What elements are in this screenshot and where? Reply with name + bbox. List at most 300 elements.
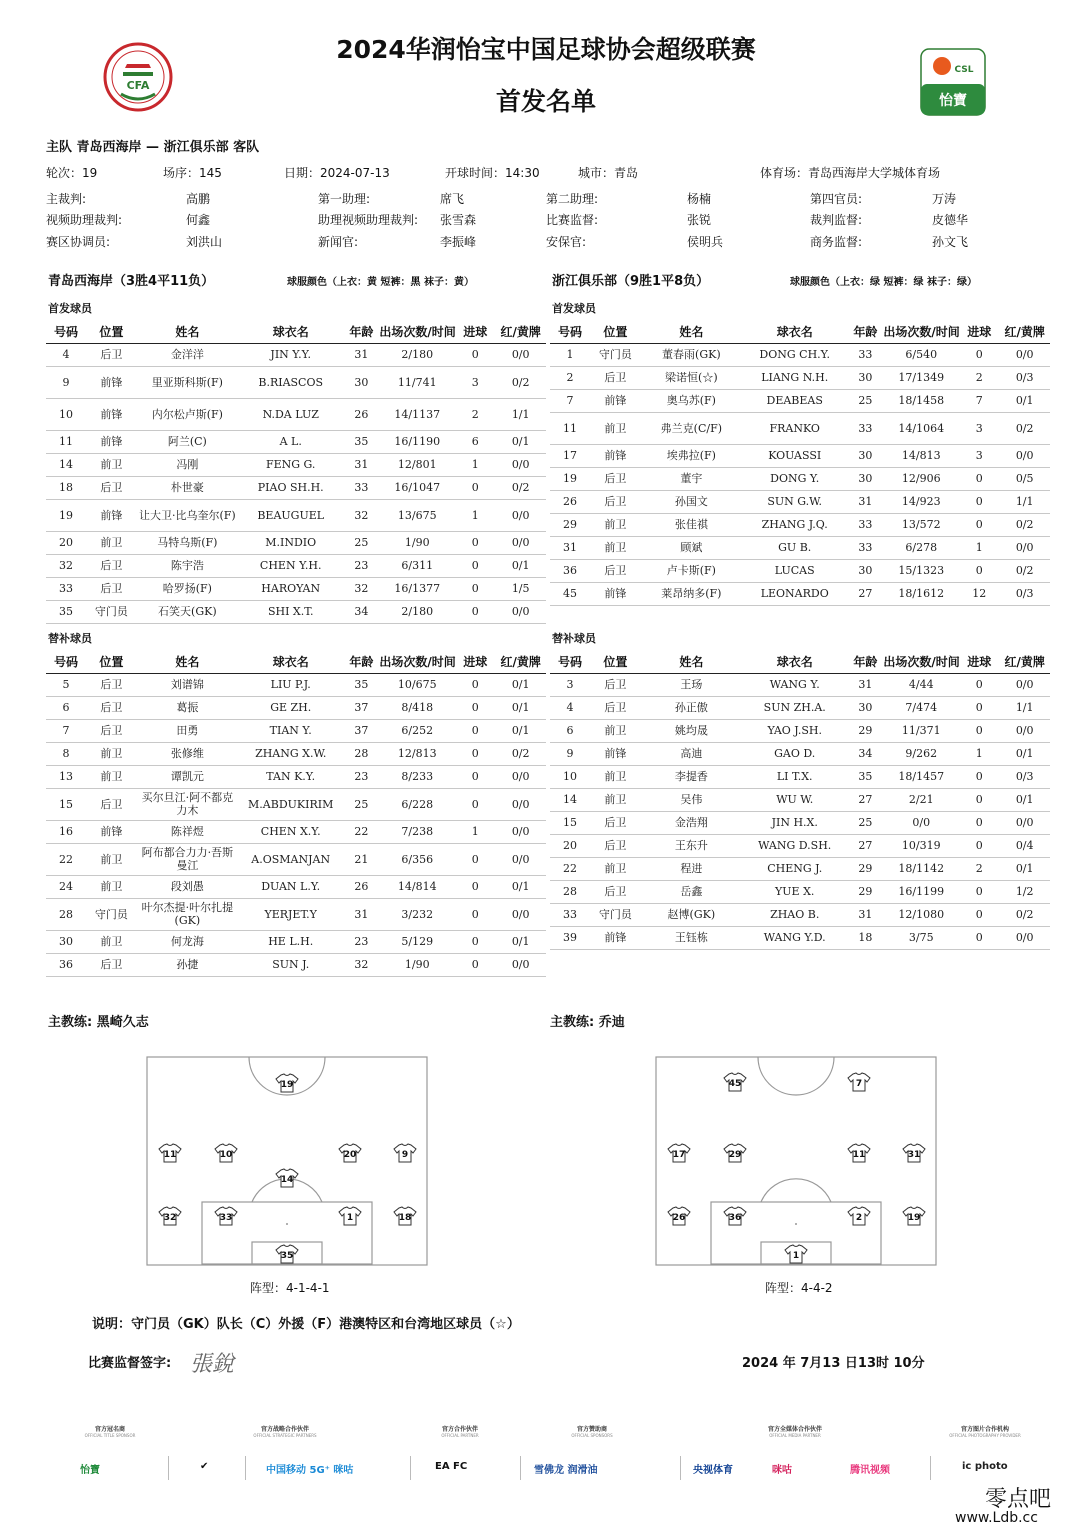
column-header: 红/黄牌: [999, 321, 1050, 343]
player-cell: 董春雨(GK): [641, 343, 742, 366]
player-cell: 6/540: [883, 343, 959, 366]
column-header: 出场次数/时间: [379, 321, 455, 343]
sponsor-category-zh: 官方赞助商: [576, 1426, 607, 1433]
player-cell: 0: [455, 765, 495, 788]
info-cell: 赛区协调员:: [46, 235, 111, 249]
sponsor-category-zh: 官方冠名商: [94, 1426, 125, 1433]
player-cell: 15: [46, 788, 86, 820]
player-cell: 13/675: [379, 499, 455, 531]
player-cell: 谭凯元: [137, 765, 238, 788]
player-cell: 让大卫·比乌奎尔(F): [137, 499, 238, 531]
player-cell: 0: [959, 343, 999, 366]
player-cell: 姚均晟: [641, 719, 742, 742]
player-cell: 30: [343, 366, 379, 398]
player-row: [46, 531, 546, 554]
info-cell: 席飞: [440, 192, 465, 206]
player-cell: 前锋: [590, 389, 641, 412]
player-cell: 27: [847, 834, 883, 857]
player-cell: 35: [847, 765, 883, 788]
player-cell: 0: [959, 490, 999, 513]
info-cell: 轮次：19: [46, 166, 98, 180]
info-cell: 皮德华: [932, 213, 969, 227]
column-header: 进球: [455, 321, 495, 343]
player-cell: 28: [343, 742, 379, 765]
match-line: 主队 青岛西海岸 — 浙江俱乐部 客队: [46, 140, 260, 155]
player-cell: 6/311: [379, 554, 455, 577]
player-cell: B.RIASCOS: [238, 366, 343, 398]
player-cell: 33: [847, 513, 883, 536]
player-row: [46, 719, 546, 742]
player-cell: 1: [959, 742, 999, 765]
player-cell: 18: [46, 476, 86, 499]
player-cell: 0: [455, 843, 495, 875]
player-cell: 31: [550, 536, 590, 559]
player-cell: A L.: [238, 430, 343, 453]
player-cell: 6/228: [379, 788, 455, 820]
column-header: 姓名: [137, 321, 238, 343]
player-cell: 7/474: [883, 696, 959, 719]
player-cell: 1: [455, 499, 495, 531]
player-cell: 0: [959, 926, 999, 949]
player-cell: 23: [343, 554, 379, 577]
jersey-number: 17: [672, 1150, 686, 1160]
player-cell: 0/0: [883, 811, 959, 834]
player-row: [46, 875, 546, 898]
info-cell: 第一助理:: [318, 192, 371, 206]
sponsor-category-en: OFFICIAL PHOTOGRAPHY PROVIDER: [949, 1433, 1021, 1438]
player-row: [550, 834, 1050, 857]
column-header: 出场次数/时间: [883, 321, 959, 343]
player-row: [550, 926, 1050, 949]
player-cell: 前卫: [590, 536, 641, 559]
player-cell: 8/233: [379, 765, 455, 788]
player-cell: 20: [46, 531, 86, 554]
player-cell: 6: [550, 719, 590, 742]
player-cell: 30: [46, 930, 86, 953]
player-cell: 孙正傲: [641, 696, 742, 719]
home-starters-table: [46, 321, 546, 624]
player-row: [46, 765, 546, 788]
sponsor-category: [542, 1424, 642, 1438]
jersey-icon: [668, 1144, 690, 1162]
player-cell: 0: [455, 554, 495, 577]
player-row: [46, 430, 546, 453]
player-cell: 37: [343, 719, 379, 742]
player-cell: 0/1: [495, 430, 546, 453]
player-cell: 2/180: [379, 343, 455, 366]
player-cell: 1: [455, 453, 495, 476]
player-cell: 0: [455, 875, 495, 898]
sponsor-logo: 雪佛龙 润滑油: [534, 1465, 598, 1476]
away-team-name: 浙江俱乐部（9胜1平8负）: [552, 274, 710, 289]
player-cell: 前卫: [590, 412, 641, 444]
column-header: 红/黄牌: [495, 651, 546, 673]
player-cell: 莱昂纳多(F): [641, 582, 742, 605]
player-cell: 0/1: [495, 719, 546, 742]
player-cell: 33: [343, 476, 379, 499]
player-cell: 28: [550, 880, 590, 903]
player-cell: 23: [343, 765, 379, 788]
player-cell: 19: [550, 467, 590, 490]
player-cell: HAROYAN: [238, 577, 343, 600]
sponsor-divider: [520, 1456, 521, 1480]
player-cell: 27: [847, 788, 883, 811]
supervisor-signature: 張銳: [190, 1352, 235, 1377]
info-cell: 日期：2024-07-13: [284, 166, 390, 180]
player-cell: 0/1: [999, 857, 1050, 880]
player-cell: 前卫: [590, 513, 641, 536]
player-cell: 12: [959, 582, 999, 605]
info-cell: 商务监督:: [810, 235, 863, 249]
column-header: 号码: [46, 651, 86, 673]
player-row: [550, 903, 1050, 926]
player-cell: 高迪: [641, 742, 742, 765]
jersey-icon: [394, 1207, 416, 1225]
jersey-icon: [276, 1169, 298, 1187]
player-row: [550, 559, 1050, 582]
player-cell: 22: [550, 857, 590, 880]
player-cell: 37: [343, 696, 379, 719]
player-cell: 0/2: [495, 476, 546, 499]
player-cell: 0: [455, 696, 495, 719]
player-cell: M.INDIO: [238, 531, 343, 554]
player-cell: 0/3: [999, 582, 1050, 605]
player-cell: 3/75: [883, 926, 959, 949]
player-cell: 前锋: [590, 444, 641, 467]
player-cell: ZHANG J.Q.: [742, 513, 847, 536]
column-header: 进球: [959, 321, 999, 343]
player-cell: 31: [343, 453, 379, 476]
player-row: [46, 398, 546, 430]
jersey-icon: [903, 1207, 925, 1225]
away-kit-colors: 球服颜色（上衣：绿 短裤：绿 袜子：绿）: [790, 277, 977, 288]
player-cell: 前卫: [86, 453, 137, 476]
player-cell: 0: [959, 765, 999, 788]
player-cell: 0: [455, 343, 495, 366]
player-cell: 后卫: [86, 673, 137, 696]
player-cell: 冯刚: [137, 453, 238, 476]
league-title: 2024华润怡宝中国足球协会超级联赛: [336, 35, 756, 64]
signature-label: 比赛监督签字:: [88, 1356, 172, 1371]
player-cell: 4: [550, 696, 590, 719]
player-cell: 7: [550, 389, 590, 412]
sponsor-category-en: OFFICIAL MEDIA PARTNER: [769, 1433, 821, 1438]
sponsor-logo: 央视体育: [693, 1465, 733, 1476]
player-cell: 34: [343, 600, 379, 623]
player-cell: 0: [455, 531, 495, 554]
jersey-number: 26: [672, 1213, 686, 1223]
player-cell: 26: [550, 490, 590, 513]
sponsor-logo: 腾讯视频: [850, 1465, 890, 1476]
player-row: [550, 788, 1050, 811]
player-cell: 13/572: [883, 513, 959, 536]
player-cell: 0/0: [495, 765, 546, 788]
away-formation-pitch: [655, 1056, 937, 1266]
player-cell: 守门员: [590, 903, 641, 926]
player-cell: 3: [455, 366, 495, 398]
player-row: [550, 389, 1050, 412]
player-cell: 34: [847, 742, 883, 765]
player-cell: PIAO SH.H.: [238, 476, 343, 499]
player-cell: 26: [343, 875, 379, 898]
svg-text:CFA: CFA: [126, 79, 150, 92]
player-cell: 前锋: [86, 366, 137, 398]
player-row: [550, 582, 1050, 605]
player-cell: 16/1190: [379, 430, 455, 453]
player-cell: 33: [847, 536, 883, 559]
player-cell: 0/0: [495, 820, 546, 843]
player-row: [550, 490, 1050, 513]
player-cell: 36: [550, 559, 590, 582]
player-cell: 12/906: [883, 467, 959, 490]
player-cell: 1/1: [495, 398, 546, 430]
player-cell: 后卫: [590, 673, 641, 696]
sponsor-category: [935, 1424, 1035, 1438]
player-cell: 29: [847, 857, 883, 880]
column-header: 球衣名: [742, 321, 847, 343]
svg-text:怡寶: 怡寶: [939, 93, 967, 109]
player-row: [46, 343, 546, 366]
player-cell: 1: [550, 343, 590, 366]
player-row: [46, 499, 546, 531]
away-starters-heading: 首发球员: [552, 302, 596, 315]
player-cell: 何龙海: [137, 930, 238, 953]
player-cell: 买尔旦江·阿不都克力木: [137, 788, 238, 820]
player-cell: 前卫: [590, 788, 641, 811]
info-cell: 体育场：青岛西海岸大学城体育场: [760, 166, 941, 180]
player-cell: TIAN Y.: [238, 719, 343, 742]
player-cell: 0: [959, 673, 999, 696]
player-cell: 31: [343, 343, 379, 366]
player-cell: 12/1080: [883, 903, 959, 926]
jersey-number: 20: [343, 1150, 357, 1160]
player-cell: 17: [550, 444, 590, 467]
player-cell: 朴世豪: [137, 476, 238, 499]
player-cell: 10: [550, 765, 590, 788]
player-cell: 孙捷: [137, 953, 238, 976]
player-cell: 陈祥煜: [137, 820, 238, 843]
jersey-number: 11: [163, 1150, 177, 1160]
home-subs-table: [46, 651, 546, 977]
player-cell: 31: [847, 673, 883, 696]
player-cell: 1/2: [999, 880, 1050, 903]
jersey-icon: [848, 1207, 870, 1225]
column-header: 姓名: [137, 651, 238, 673]
player-cell: 6/356: [379, 843, 455, 875]
player-cell: 0: [959, 559, 999, 582]
player-cell: 0/2: [495, 366, 546, 398]
signature-date: 2024 年 7月13 日13时 10分: [742, 1356, 925, 1371]
player-cell: 35: [343, 430, 379, 453]
player-cell: 1/90: [379, 953, 455, 976]
player-cell: M.ABDUKIRIM: [238, 788, 343, 820]
watermark-brand: 零点吧: [985, 1487, 1052, 1512]
legend-note: 说明：守门员（GK）队长（C）外援（F）港澳特区和台湾地区球员（☆）: [92, 1317, 520, 1332]
player-cell: FENG G.: [238, 453, 343, 476]
player-cell: WANG Y.: [742, 673, 847, 696]
player-cell: 14/814: [379, 875, 455, 898]
svg-text:CSL: CSL: [954, 65, 974, 75]
player-row: [46, 820, 546, 843]
away-coach: 主教练: 乔迪: [550, 1015, 625, 1030]
home-coach: 主教练: 黑崎久志: [48, 1015, 149, 1030]
player-cell: 30: [847, 366, 883, 389]
player-cell: 叶尔杰提·叶尔扎提(GK): [137, 898, 238, 930]
player-cell: JIN H.X.: [742, 811, 847, 834]
player-cell: 25: [847, 389, 883, 412]
sponsor-category-zh: 官方战略合作伙伴: [260, 1426, 309, 1433]
player-cell: 张修维: [137, 742, 238, 765]
column-header: 姓名: [641, 651, 742, 673]
player-cell: 6/252: [379, 719, 455, 742]
sponsor-category: [60, 1424, 160, 1438]
player-cell: 25: [343, 531, 379, 554]
player-cell: WU W.: [742, 788, 847, 811]
info-cell: 第二助理:: [546, 192, 599, 206]
column-header: 位置: [86, 321, 137, 343]
sponsor-divider: [680, 1456, 681, 1480]
info-cell: 李振峰: [440, 235, 477, 249]
player-cell: 10: [46, 398, 86, 430]
player-cell: 后卫: [590, 880, 641, 903]
player-cell: 0: [455, 719, 495, 742]
player-cell: 王东升: [641, 834, 742, 857]
player-cell: 35: [343, 673, 379, 696]
player-cell: 0: [455, 788, 495, 820]
column-header: 年龄: [343, 321, 379, 343]
player-cell: GAO D.: [742, 742, 847, 765]
player-cell: 8/418: [379, 696, 455, 719]
player-cell: 5/129: [379, 930, 455, 953]
player-cell: 32: [46, 554, 86, 577]
sponsor-category-en: OFFICIAL PARTNER: [441, 1433, 479, 1438]
player-row: [550, 673, 1050, 696]
player-cell: 22: [343, 820, 379, 843]
player-cell: 33: [46, 577, 86, 600]
jersey-number: 33: [219, 1213, 233, 1223]
player-row: [46, 476, 546, 499]
player-cell: 0: [455, 930, 495, 953]
player-cell: SUN J.: [238, 953, 343, 976]
player-cell: FRANKO: [742, 412, 847, 444]
player-cell: 前卫: [86, 843, 137, 875]
player-cell: 10/675: [379, 673, 455, 696]
player-cell: 后卫: [590, 811, 641, 834]
player-cell: LIANG N.H.: [742, 366, 847, 389]
player-cell: 18/1457: [883, 765, 959, 788]
player-cell: 前锋: [590, 742, 641, 765]
player-row: [46, 742, 546, 765]
home-starters-heading: 首发球员: [48, 302, 92, 315]
player-cell: 25: [343, 788, 379, 820]
player-cell: 0/0: [999, 444, 1050, 467]
player-cell: 16/1199: [883, 880, 959, 903]
player-cell: A.OSMANJAN: [238, 843, 343, 875]
player-cell: YERJET.Y: [238, 898, 343, 930]
jersey-number: 32: [163, 1213, 177, 1223]
player-cell: 9: [550, 742, 590, 765]
player-cell: 王玚: [641, 673, 742, 696]
player-cell: 18: [847, 926, 883, 949]
player-cell: WANG Y.D.: [742, 926, 847, 949]
player-cell: 0/0: [999, 811, 1050, 834]
player-cell: SHI X.T.: [238, 600, 343, 623]
jersey-icon: [339, 1207, 361, 1225]
player-cell: 0/0: [999, 719, 1050, 742]
player-cell: 3: [550, 673, 590, 696]
player-row: [550, 857, 1050, 880]
column-header: 姓名: [641, 321, 742, 343]
column-header: 出场次数/时间: [379, 651, 455, 673]
player-cell: 7: [959, 389, 999, 412]
player-cell: 刘谱锦: [137, 673, 238, 696]
away-subs-heading: 替补球员: [552, 632, 596, 645]
player-cell: 27: [847, 582, 883, 605]
player-cell: 顾斌: [641, 536, 742, 559]
player-cell: 吴伟: [641, 788, 742, 811]
player-cell: 0/0: [999, 926, 1050, 949]
sponsor-divider: [168, 1456, 169, 1480]
player-cell: 2: [455, 398, 495, 430]
player-cell: 0/0: [999, 673, 1050, 696]
jersey-icon: [848, 1144, 870, 1162]
player-cell: ZHANG X.W.: [238, 742, 343, 765]
player-cell: 0/1: [495, 554, 546, 577]
player-row: [550, 343, 1050, 366]
info-cell: 比赛监督:: [546, 213, 599, 227]
info-cell: 助理视频助理裁判:: [318, 213, 419, 227]
player-cell: 15: [550, 811, 590, 834]
player-cell: YUE X.: [742, 880, 847, 903]
player-cell: 1/90: [379, 531, 455, 554]
jersey-icon: [394, 1144, 416, 1162]
player-cell: 田勇: [137, 719, 238, 742]
player-row: [46, 577, 546, 600]
jersey-number: 36: [728, 1213, 742, 1223]
jersey-number: 9: [401, 1150, 409, 1160]
jersey-icon: [215, 1144, 237, 1162]
player-cell: YAO J.SH.: [742, 719, 847, 742]
sponsor-category-zh: 官方全媒体合作伙伴: [767, 1426, 822, 1433]
player-cell: 0/0: [495, 788, 546, 820]
sponsor-divider: [930, 1456, 931, 1480]
player-cell: SUN ZH.A.: [742, 696, 847, 719]
player-cell: 卢卡斯(F): [641, 559, 742, 582]
player-cell: 32: [343, 577, 379, 600]
sponsor-divider: [410, 1456, 411, 1480]
player-row: [46, 953, 546, 976]
player-cell: 张佳祺: [641, 513, 742, 536]
sponsor-logo: ic photo: [962, 1461, 1008, 1472]
player-cell: 14: [550, 788, 590, 811]
player-cell: 0/3: [999, 765, 1050, 788]
player-cell: 1/1: [999, 696, 1050, 719]
player-cell: 2: [550, 366, 590, 389]
jersey-number: 14: [280, 1175, 294, 1185]
player-cell: LIU P.J.: [238, 673, 343, 696]
player-cell: DONG CH.Y.: [742, 343, 847, 366]
player-cell: 0/2: [999, 559, 1050, 582]
player-cell: 0: [959, 788, 999, 811]
player-cell: 0/0: [495, 600, 546, 623]
player-cell: 0/0: [495, 343, 546, 366]
player-cell: DEABEAS: [742, 389, 847, 412]
player-cell: 35: [46, 600, 86, 623]
player-cell: 守门员: [590, 343, 641, 366]
player-cell: 阿兰(C): [137, 430, 238, 453]
player-cell: 0: [455, 898, 495, 930]
player-cell: 9/262: [883, 742, 959, 765]
